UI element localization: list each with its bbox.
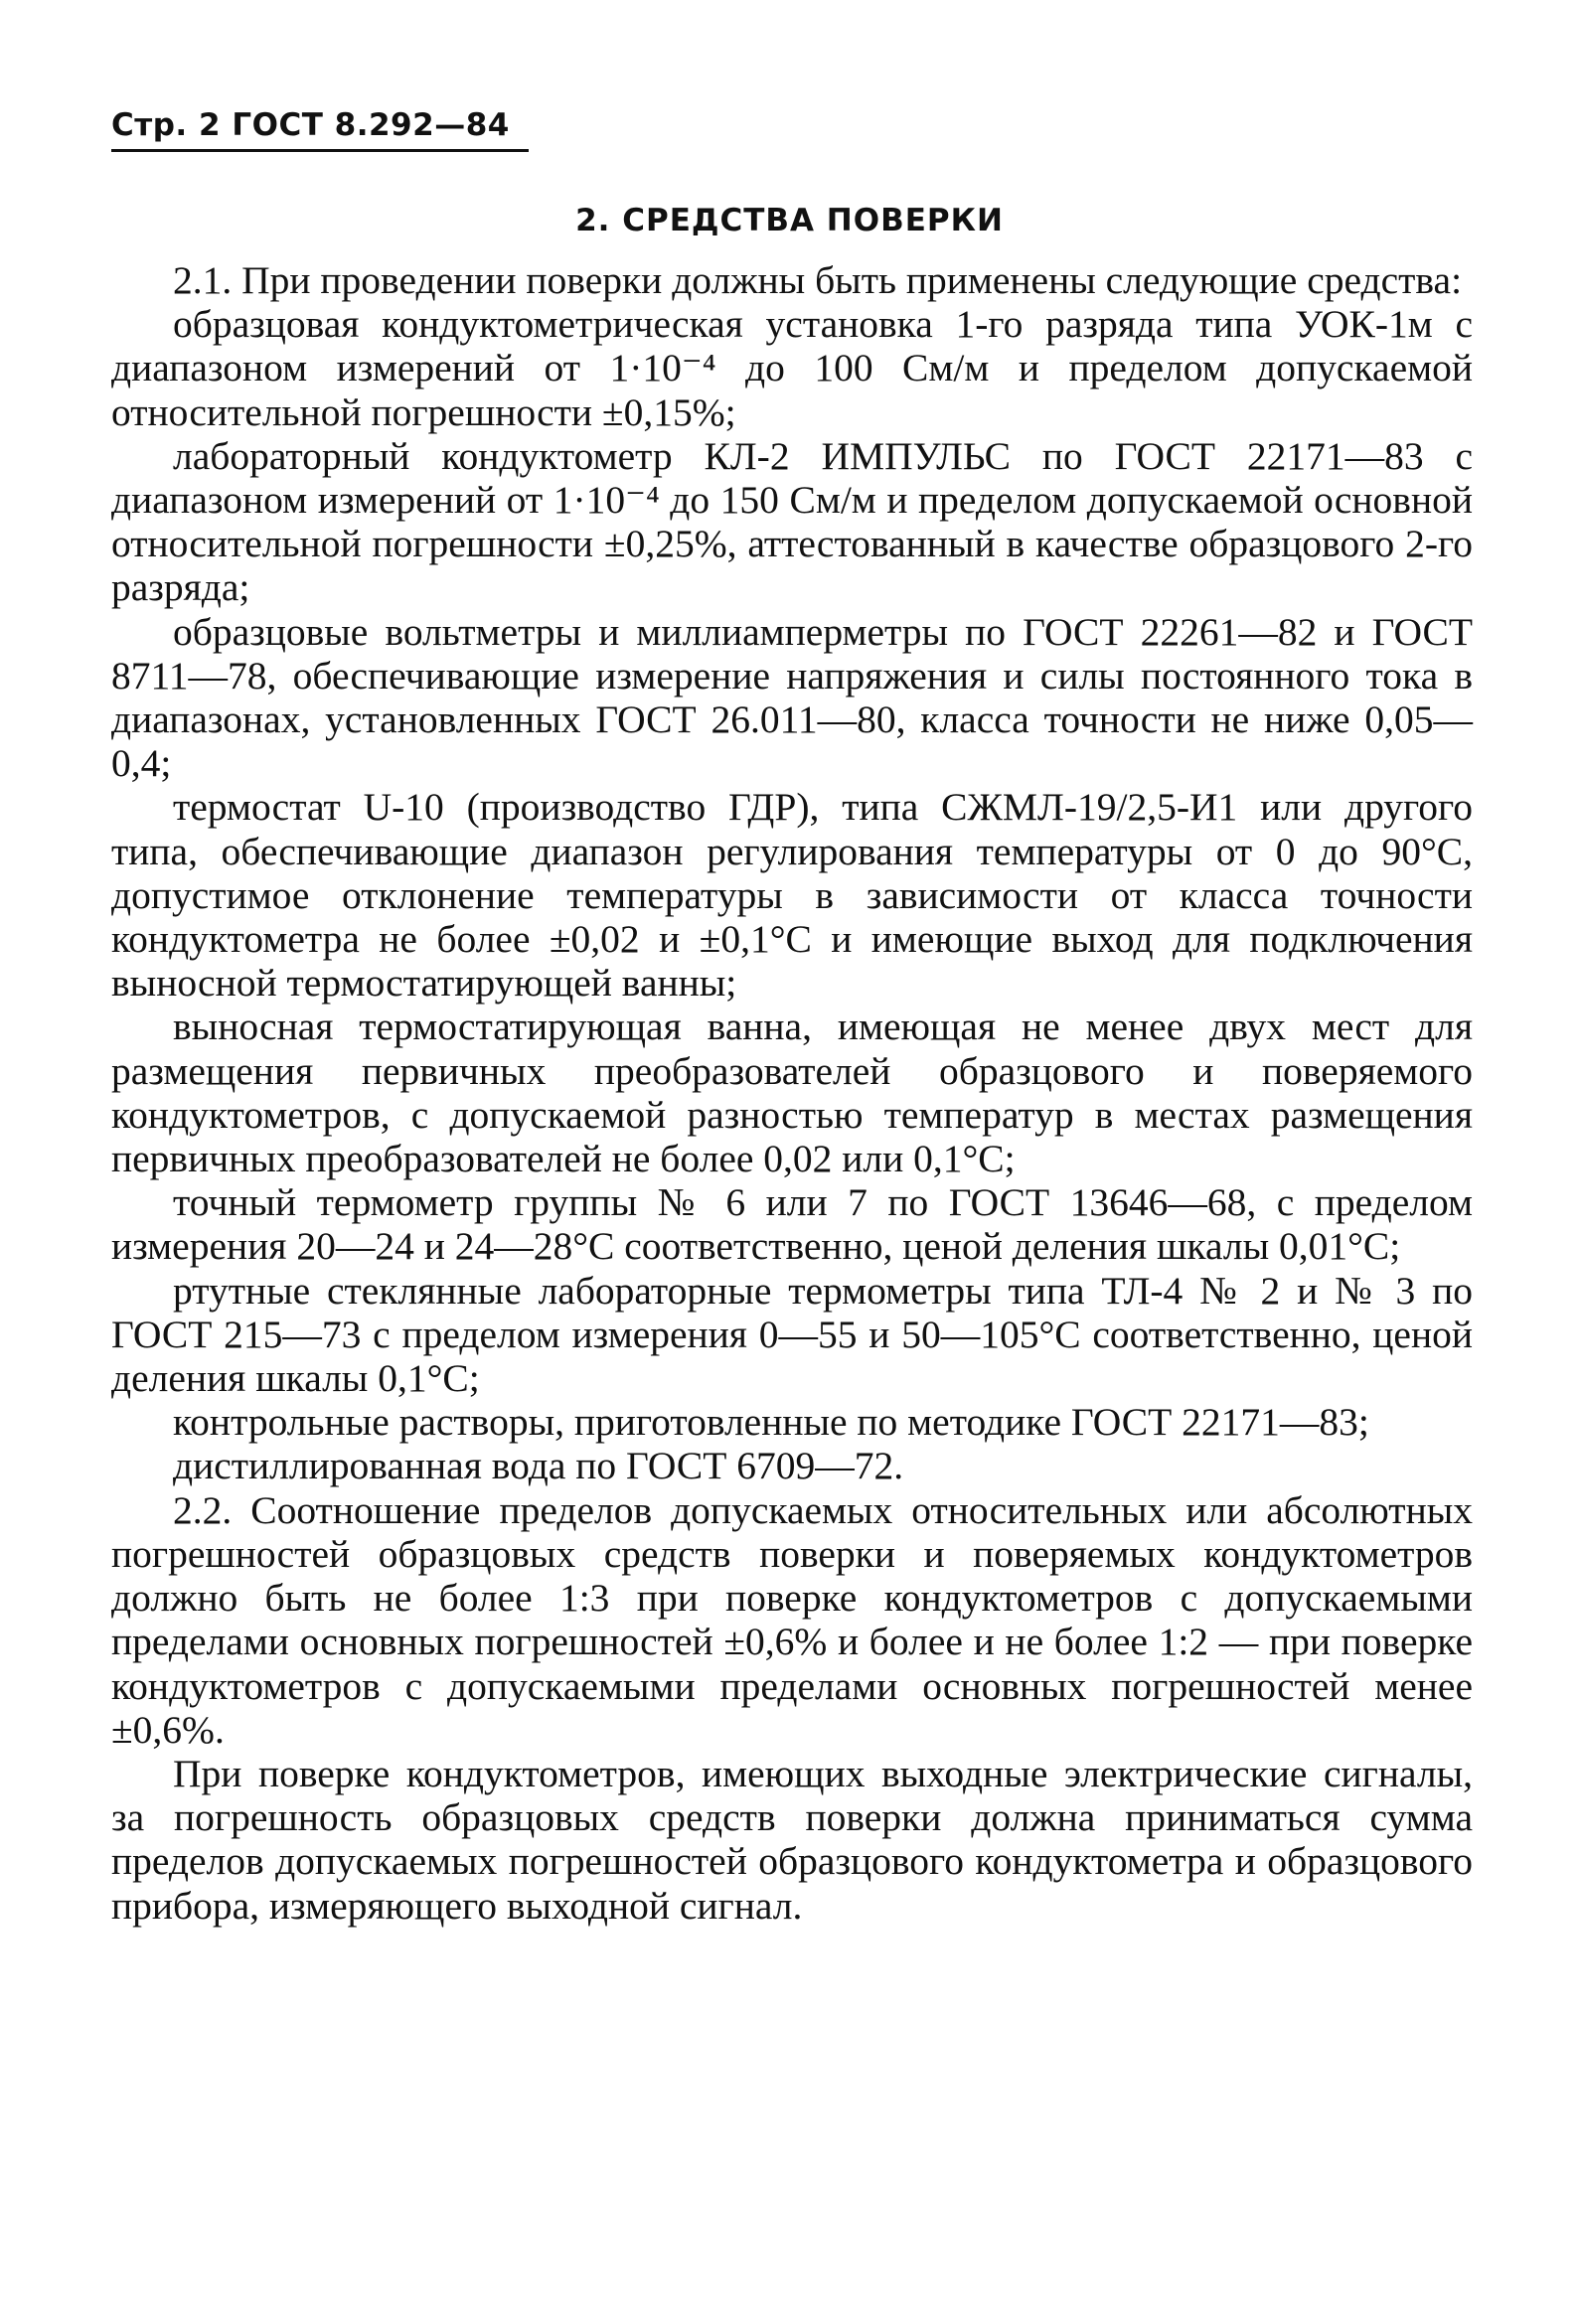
paragraph-note: При поверке кондуктометров, имеющих выходные электрические сигналы, за погрешность образцовых средств поверки должна приниматься сумма пределов допускаемых погрешностей образцового кондуктометра и образцового прибора, измеряющего выходной сигнал. [111, 1751, 1473, 1928]
list-item: лабораторный кондуктометр КЛ-2 ИМПУЛЬС по ГОСТ 22171—83 с диапазоном измерений от 1·10⁻⁴ до 150 См/м и пределом допускаемой основной относительной погрешности ±0,25%, аттестованный в качестве образцового 2-го разряда; [111, 433, 1473, 610]
paragraph-2-1: 2.1. При проведении поверки должны быть применены следующие средства: [173, 258, 1463, 302]
list-item: контрольные растворы, приготовленные по методике ГОСТ 22171—83; [173, 1400, 1369, 1445]
list-item: образцовая кондуктометрическая установка 1-го разряда типа УОК-1м с диапазоном измерений от 1·10⁻⁴ до 100 См/м и пределом допускаемой относительной погрешности ±0,15%; [111, 302, 1473, 434]
list-item: точный термометр группы № 6 или 7 по ГОСТ 13646—68, с пределом измерения 20—24 и 24—28°С соответственно, ценой деления шкалы 0,01°С; [111, 1180, 1473, 1269]
header-rule [111, 149, 529, 152]
list-item: образцовые вольтметры и миллиамперметры по ГОСТ 22261—82 и ГОСТ 8711—78, обеспечивающие измерение напряжения и силы постоянного тока в диапазонах, установленных ГОСТ 26.011—80, класса точности не ниже 0,05—0,4; [111, 609, 1473, 786]
list-item: ртутные стеклянные лабораторные термометры типа ТЛ-4 № 2 и № 3 по ГОСТ 215—73 с пределом измерения 0—55 и 50—105°С соответственно, ценой деления шкалы 0,1°С; [111, 1268, 1473, 1401]
paragraph-2-2: 2.2. Соотношение пределов допускаемых относительных или абсолютных погрешностей образцовых средств поверки и поверяемых кондуктометров должно быть не более 1:3 при поверке кондуктометров с допускаемыми пределами основных погрешностей ±0,6% и более и не более 1:2 — при поверке кондуктометров с допускаемыми пределами основных погрешностей менее ±0,6%. [111, 1487, 1473, 1752]
section-title: 2. СРЕДСТВА ПОВЕРКИ [575, 203, 1004, 238]
list-item: дистиллированная вода по ГОСТ 6709—72. [173, 1444, 904, 1488]
body-text [111, 258, 1473, 1928]
list-item: термостат U-10 (производство ГДР), типа СЖМЛ-19/2,5-И1 или другого типа, обеспечивающие диапазон регулирования температуры от 0 до 90°С, допустимое отклонение температуры в зависимости от класса точности кондуктометра не более ±0,02 и ±0,1°С и имеющие выход для подключения выносной термостатирующей ванны; [111, 785, 1473, 1006]
list-item: выносная термостатирующая ванна, имеющая не менее двух мест для размещения первичных преобразователей образцового и поверяемого кондуктометров, с допускаемой разностью температур в местах размещения первичных преобразователей не более 0,02 или 0,1°С; [111, 1005, 1473, 1181]
running-head: Стр. 2 ГОСТ 8.292—84 [111, 107, 510, 143]
